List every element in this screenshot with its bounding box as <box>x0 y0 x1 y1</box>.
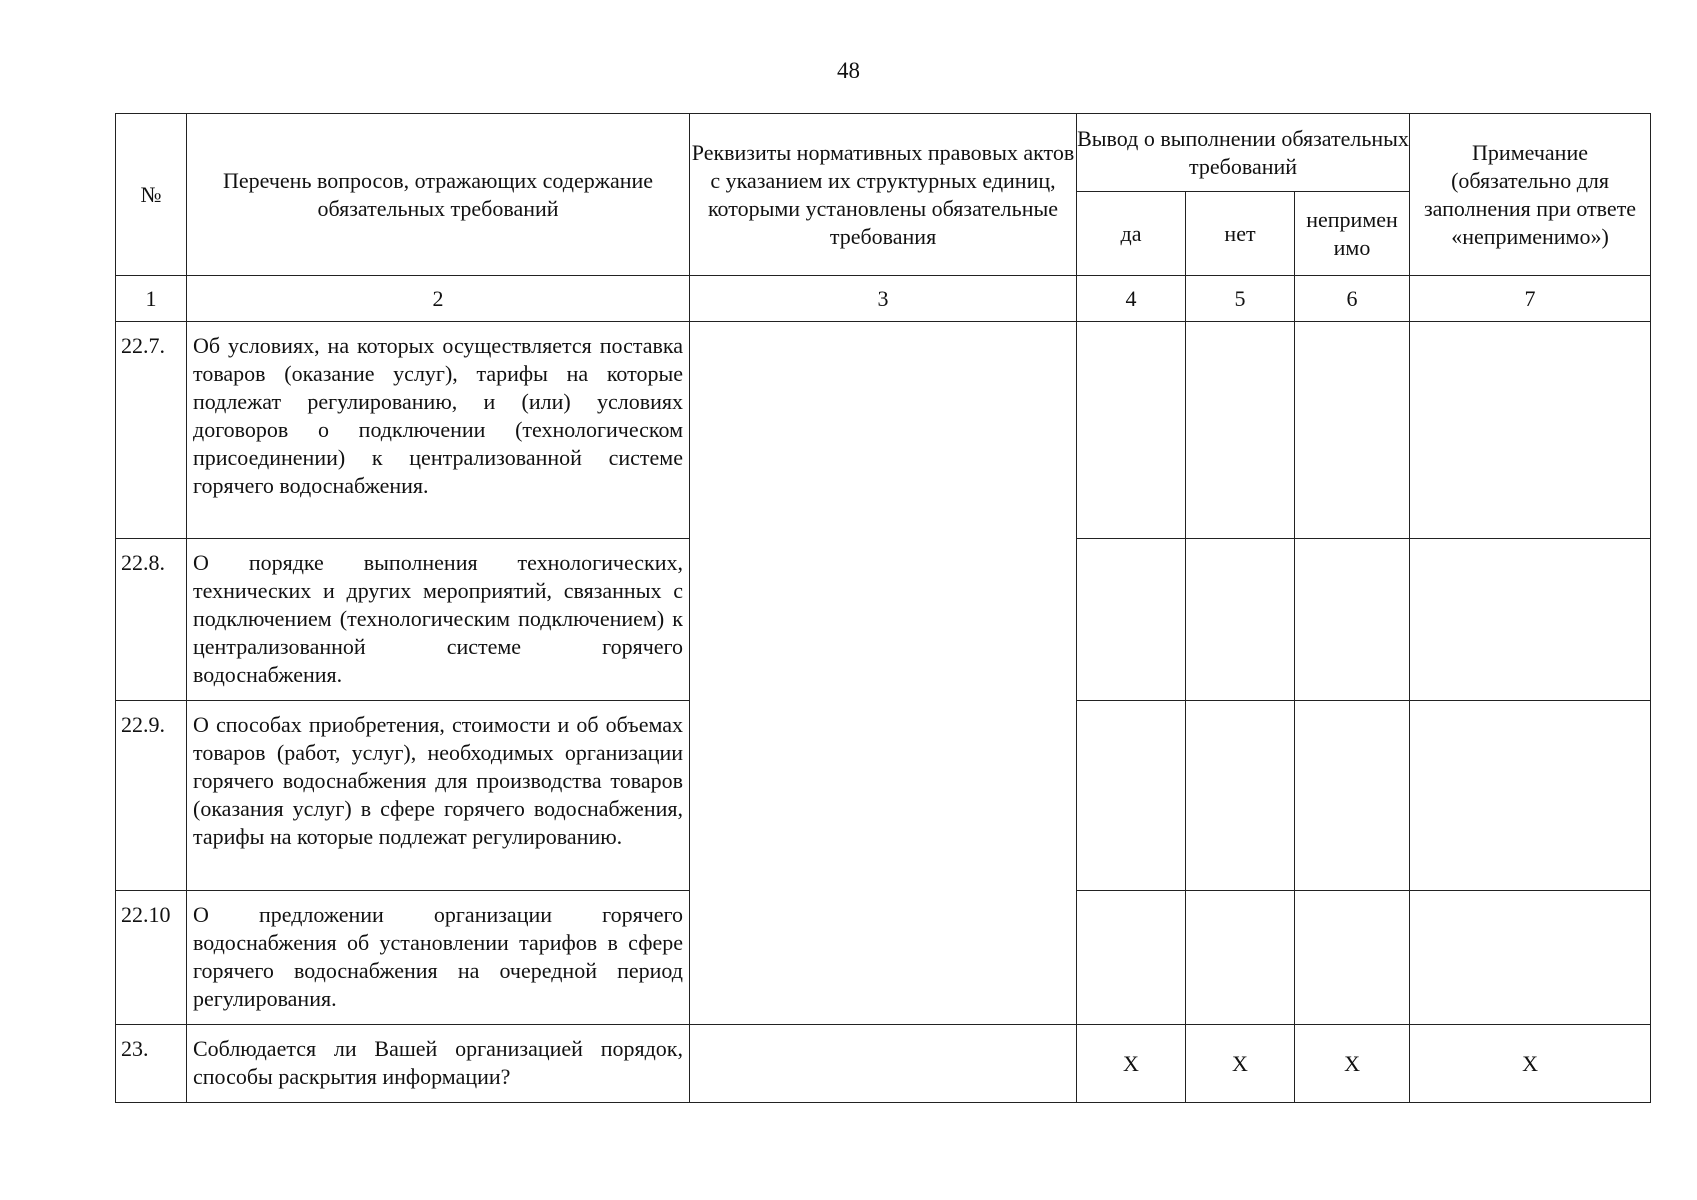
header-number: № <box>116 114 187 276</box>
yes-cell <box>1077 539 1186 701</box>
no-mark: X <box>1186 1025 1295 1103</box>
note-cell <box>1410 322 1651 539</box>
page-number: 48 <box>837 58 860 83</box>
row-number: 22.9. <box>116 701 187 891</box>
no-cell <box>1186 539 1295 701</box>
header-requisites: Реквизиты нормативных правовых актов с указанием их структурных единиц, которыми установлены обязательные требования <box>690 114 1077 276</box>
header-yes: да <box>1077 192 1186 276</box>
header-conclusion: Вывод о выполнении обязательных требований <box>1077 114 1410 192</box>
note-cell <box>1410 539 1651 701</box>
column-number: 2 <box>187 276 690 322</box>
not-applicable-cell <box>1295 322 1410 539</box>
note-cell <box>1410 701 1651 891</box>
row-number: 23. <box>116 1025 187 1103</box>
row-question: Об условиях, на которых осуществляется поставка товаров (оказание услуг), тарифы на которые подлежат регулированию, и (или) условиях договоров о подключении (технологическом присоединении) к централизованной системе горячего водоснабжения. <box>187 322 690 539</box>
requisites-cell <box>690 1025 1077 1103</box>
note-mark: X <box>1410 1025 1651 1103</box>
row-number: 22.10 <box>116 891 187 1025</box>
table-row <box>116 1025 1651 1103</box>
not-applicable-cell <box>1295 701 1410 891</box>
column-number: 7 <box>1410 276 1651 322</box>
column-number: 1 <box>116 276 187 322</box>
header-note: Примечание (обязательно для заполнения при ответе «неприменимо») <box>1410 114 1651 276</box>
header-questions: Перечень вопросов, отражающих содержание обязательных требований <box>187 114 690 276</box>
column-number: 4 <box>1077 276 1186 322</box>
requirements-table <box>115 113 1651 1103</box>
yes-cell <box>1077 701 1186 891</box>
requisites-cell <box>690 322 1077 1025</box>
row-question: О способах приобретения, стоимости и об объемах товаров (работ, услуг), необходимых организации горячего водоснабжения для производства товаров (оказания услуг) в сфере горячего водоснабжения, тарифы на которые подлежат регулированию. <box>187 701 690 891</box>
no-cell <box>1186 891 1295 1025</box>
header-not-applicable: непримен имо <box>1295 192 1410 276</box>
yes-mark: X <box>1077 1025 1186 1103</box>
row-question: Соблюдается ли Вашей организацией порядок, способы раскрытия информации? <box>187 1025 690 1103</box>
no-cell <box>1186 701 1295 891</box>
row-number: 22.7. <box>116 322 187 539</box>
row-question: О порядке выполнения технологических, технических и других мероприятий, связанных с подключением (технологическим подключением) к централизованной системе горячего водоснабжения. <box>187 539 690 701</box>
yes-cell <box>1077 891 1186 1025</box>
no-cell <box>1186 322 1295 539</box>
table-row <box>116 322 1651 539</box>
column-number: 5 <box>1186 276 1295 322</box>
row-number: 22.8. <box>116 539 187 701</box>
yes-cell <box>1077 322 1186 539</box>
note-cell <box>1410 891 1651 1025</box>
row-question: О предложении организации горячего водоснабжения об установлении тарифов в сфере горячего водоснабжения на очередной период регулирования. <box>187 891 690 1025</box>
not-applicable-cell <box>1295 539 1410 701</box>
not-applicable-mark: X <box>1295 1025 1410 1103</box>
not-applicable-cell <box>1295 891 1410 1025</box>
column-number: 6 <box>1295 276 1410 322</box>
header-no: нет <box>1186 192 1295 276</box>
column-number-row <box>116 276 1651 322</box>
column-number: 3 <box>690 276 1077 322</box>
